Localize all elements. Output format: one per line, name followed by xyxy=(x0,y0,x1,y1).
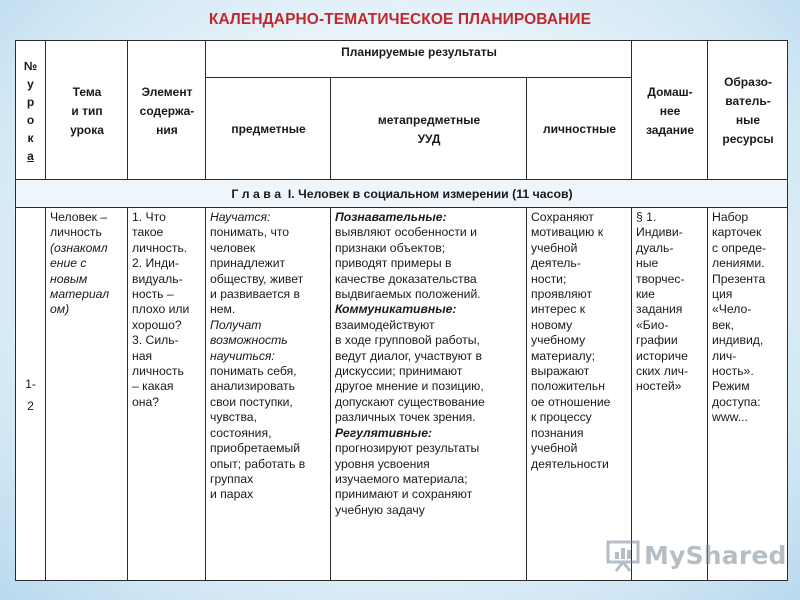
header-content-element: Элемент содержа- ния xyxy=(128,41,206,180)
header-homework: Домаш- нее задание xyxy=(632,41,708,180)
homework-cell: § 1. Индиви- дуаль- ные творчес- кие задания «Био- графии историче ских лич- ностей» xyxy=(632,208,708,581)
header-topic: Тема и тип урока xyxy=(46,41,128,180)
page-title: КАЛЕНДАРНО-ТЕМАТИЧЕСКОЕ ПЛАНИРОВАНИЕ xyxy=(208,11,592,28)
subject-results-cell: Научатся: понимать, что человек принадлежит обществу, живет и развивается в нем. Получат возможность научиться: понимать себя, анализировать свои поступки, чувства, состояния, приобретаемый опыт; работать в группах и парах xyxy=(206,208,331,581)
header-personal: личностные xyxy=(527,78,632,180)
header-meta: метапредметные УУД xyxy=(331,78,527,180)
content-cell: 1. Что такое личность. 2. Инди- видуаль- ность – плохо или хорошо? 3. Силь- ная личность – какая она? xyxy=(128,208,206,581)
header-resources: Образо- ватель- ные ресурсы xyxy=(708,41,788,180)
chapter-heading: Г л а в а I. Человек в социальном измерении (11 часов) xyxy=(16,180,788,208)
header-subject: предметные xyxy=(206,78,331,180)
presentation-board-icon xyxy=(606,538,640,572)
planning-table xyxy=(15,40,788,581)
lesson-number: 1- 2 xyxy=(16,208,46,581)
meta-results-cell: Познавательные: выявляют особенности и признаки объектов; приводят примеры в качестве доказательства выдвигаемых положений. Коммуникативные: взаимодействуют в ходе групповой работы, ведут диалог, участвуют в дискуссии; принимают другое мнение и позицию, допускают существование различных точек зрения. Регулятивные: прогнозируют результаты уровня усвоения изучаемого материала; принимают и сохраняют учебную задачу xyxy=(331,208,527,581)
watermark-text: MyShared xyxy=(644,541,787,570)
header-planned-results: Планируемые результаты xyxy=(206,41,632,78)
myshared-watermark xyxy=(606,538,787,574)
resources-cell: Набор карточек с опреде- лениями. Презента ция «Чело- век, индивид, лич- ность». Режим доступа: www... xyxy=(708,208,788,581)
personal-results-cell: Сохраняют мотивацию к учебной деятель- ности; проявляют интерес к новому учебному материалу; выражают положительн ое отношение к процессу познания учебной деятельности xyxy=(527,208,632,581)
header-lesson-no: № у р о к а xyxy=(16,41,46,180)
topic-cell: Человек – личность (ознакомл ение с новым материал ом) xyxy=(46,208,128,581)
